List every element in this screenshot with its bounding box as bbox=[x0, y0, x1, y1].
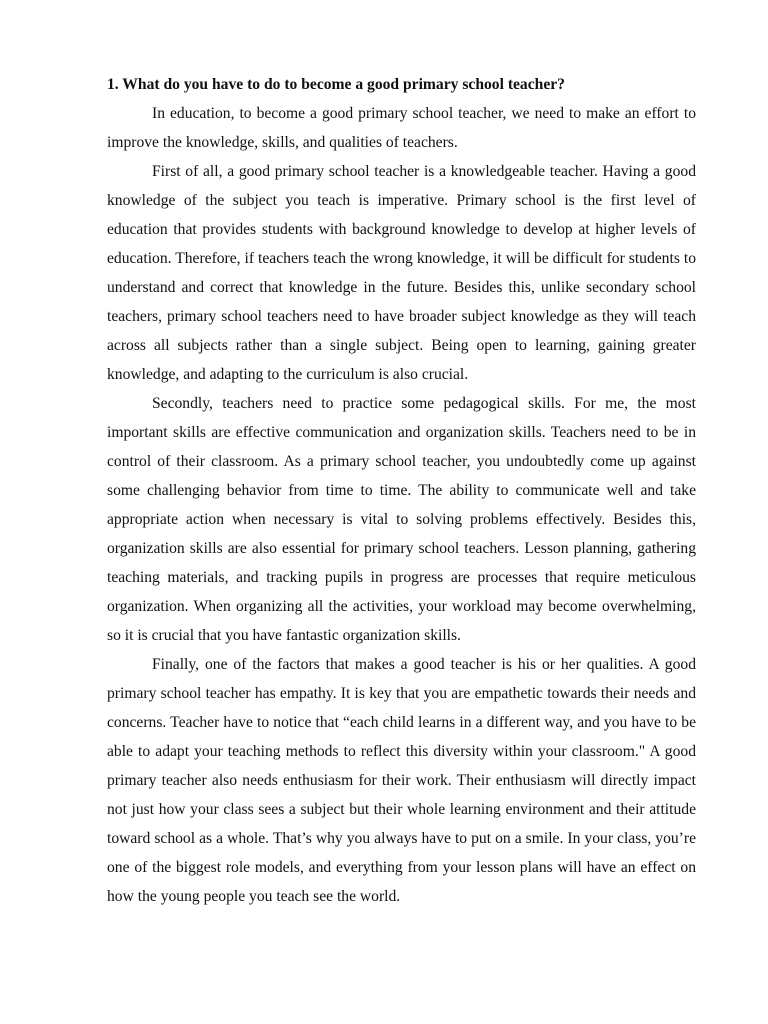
document-body bbox=[107, 70, 696, 911]
question-heading: 1. What do you have to do to become a good primary school teacher? bbox=[107, 76, 565, 93]
paragraph-knowledge: First of all, a good primary school teacher is a knowledgeable teacher. Having a good knowledge of the subject you teach is imperative. Primary school is the first level of education that provides students with background knowledge to develop at higher levels of education. Therefore, if teachers teach the wrong knowledge, it will be difficult for students to understand and correct that knowledge in the future. Besides this, unlike secondary school teachers, primary school teachers need to have broader subject knowledge as they will teach across all subjects rather than a single subject. Being open to learning, gaining greater knowledge, and adapting to the curriculum is also crucial. bbox=[107, 163, 696, 383]
paragraph-intro: In education, to become a good primary school teacher, we need to make an effort to improve the knowledge, skills, and qualities of teachers. bbox=[107, 105, 696, 151]
paragraph-qualities: Finally, one of the factors that makes a good teacher is his or her qualities. A good primary school teacher has empathy. It is key that you are empathetic towards their needs and concerns. Teacher have to notice that “each child learns in a different way, and you have to be able to adapt your teaching methods to reflect this diversity within your classroom." A good primary teacher also needs enthusiasm for their work. Their enthusiasm will directly impact not just how your class sees a subject but their whole learning environment and their attitude toward school as a whole. That’s why you always have to put on a smile. In your class, you’re one of the biggest role models, and everything from your lesson plans will have an effect on how the young people you teach see the world. bbox=[107, 656, 696, 905]
paragraph-skills: Secondly, teachers need to practice some pedagogical skills. For me, the most important skills are effective communication and organization skills. Teachers need to be in control of their classroom. As a primary school teacher, you undoubtedly come up against some challenging behavior from time to time. The ability to communicate well and take appropriate action when necessary is vital to solving problems effectively. Besides this, organization skills are also essential for primary school teachers. Lesson planning, gathering teaching materials, and tracking pupils in progress are processes that require meticulous organization. When organizing all the activities, your workload may become overwhelming, so it is crucial that you have fantastic organization skills. bbox=[107, 395, 696, 644]
